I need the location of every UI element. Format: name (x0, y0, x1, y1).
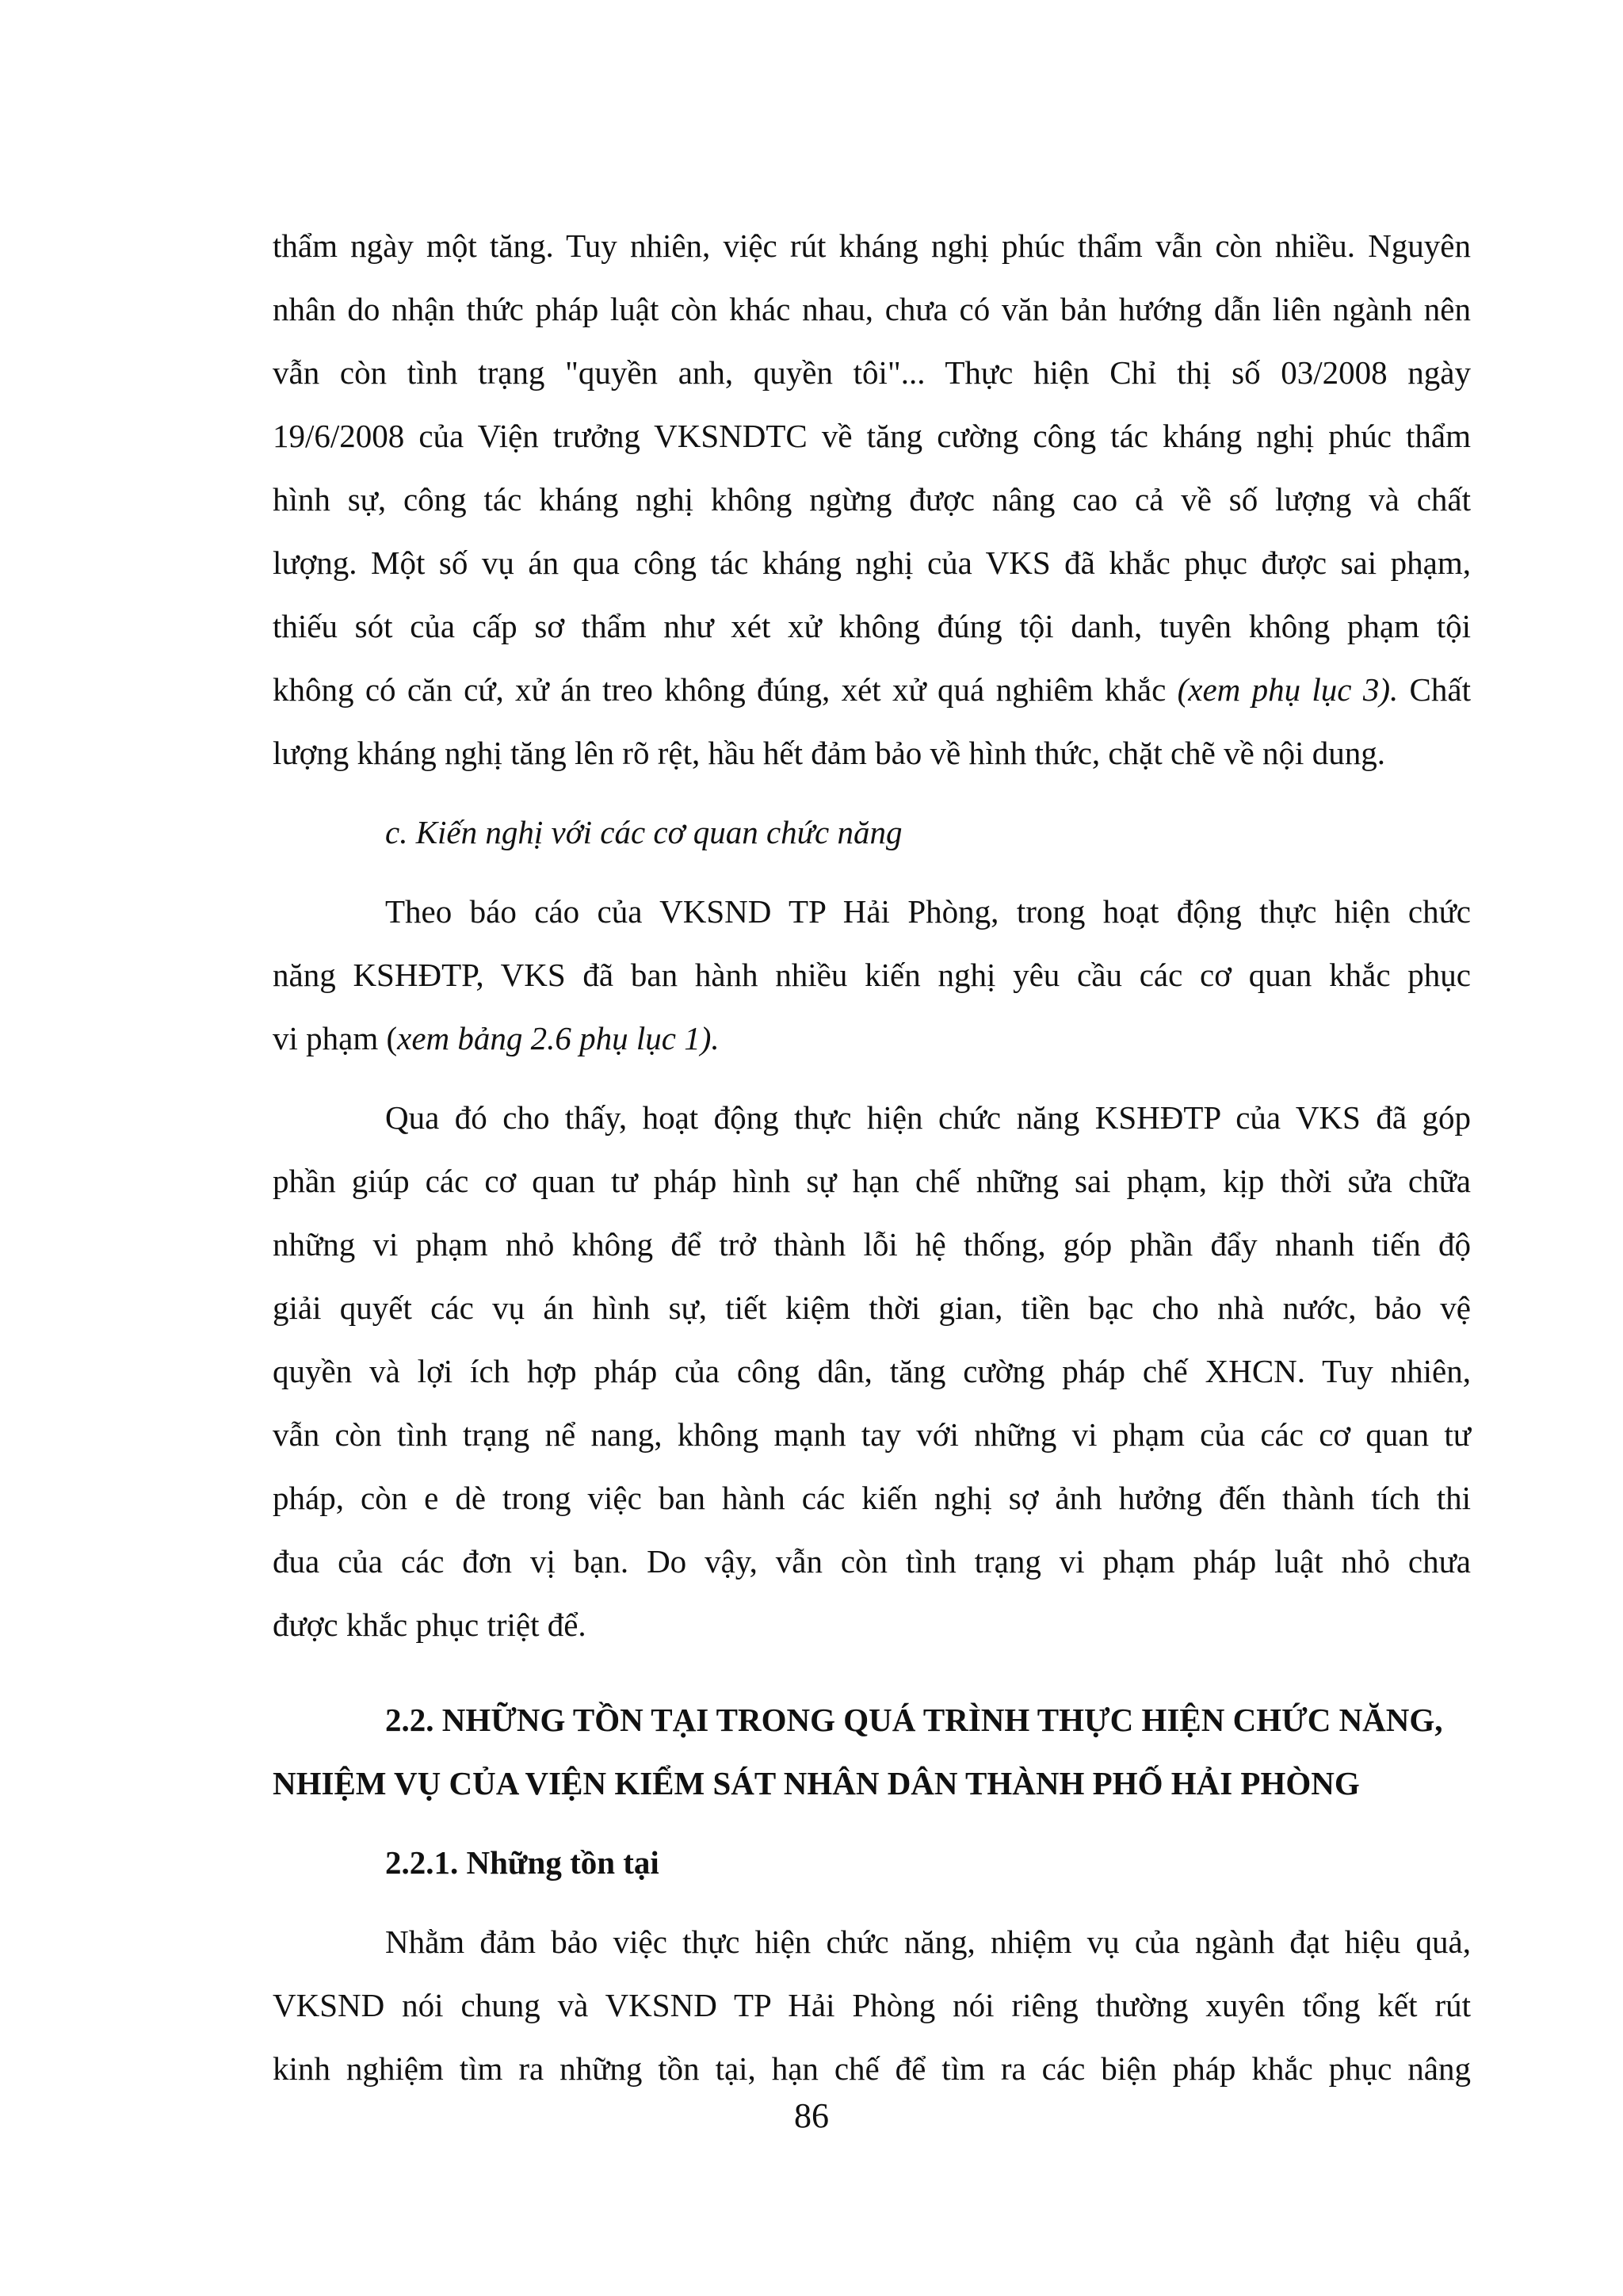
text-line: Theo báo cáo của VKSND TP Hải Phòng, trong hoạt động thực hiện chức (385, 893, 1471, 930)
paragraph-shortcomings (273, 1910, 1471, 2100)
text-segment: không có căn cứ, xử án treo không đúng, xét xử quá nghiêm khắc (273, 671, 1178, 708)
text-line: kinh nghiệm tìm ra những tồn tại, hạn chế để tìm ra các biện pháp khắc phục nâng (273, 2050, 1471, 2087)
text-line (273, 1007, 1471, 1070)
text-line: lượng kháng nghị tăng lên rõ rệt, hầu hết đảm bảo về hình thức, chặt chẽ về nội dung. (273, 735, 1385, 771)
page-content (273, 214, 1471, 2116)
appendix-reference: xem bảng 2.6 phụ lục 1). (397, 1020, 720, 1056)
section-heading-2-2-1: 2.2.1. Những tồn tại (385, 1844, 659, 1881)
text-line: quyền và lợi ích hợp pháp của công dân, tăng cường pháp chế XHCN. Tuy nhiên, (273, 1353, 1471, 1389)
text-line: phần giúp các cơ quan tư pháp hình sự hạn chế những sai phạm, kịp thời sửa chữa (273, 1163, 1471, 1199)
text-line: lượng. Một số vụ án qua công tác kháng nghị của VKS đã khắc phục được sai phạm, (273, 544, 1471, 581)
paragraph-conclusion (273, 1086, 1471, 1656)
page-number: 86 (794, 2096, 829, 2135)
text-segment: vi phạm ( (273, 1020, 398, 1056)
text-line: 19/6/2008 của Viện trưởng VKSNDTC về tăng cường công tác kháng nghị phúc thẩm (273, 418, 1471, 454)
text-line: giải quyết các vụ án hình sự, tiết kiệm thời gian, tiền bạc cho nhà nước, bảo vệ (273, 1289, 1471, 1326)
appendix-reference: (xem phụ lục 3). (1177, 671, 1399, 708)
paragraph-recommendations (273, 880, 1471, 1070)
text-line: năng KSHĐTP, VKS đã ban hành nhiều kiến nghị yêu cầu các cơ quan khắc phục (273, 957, 1471, 993)
text-line: những vi phạm nhỏ không để trở thành lỗi hệ thống, góp phần đẩy nhanh tiến độ (273, 1226, 1471, 1263)
text-line: vẫn còn tình trạng "quyền anh, quyền tôi"... Thực hiện Chỉ thị số 03/2008 ngày (273, 354, 1471, 391)
text-line: thẩm ngày một tăng. Tuy nhiên, việc rút kháng nghị phúc thẩm vẫn còn nhiều. Nguyên (273, 227, 1471, 264)
text-line: VKSND nói chung và VKSND TP Hải Phòng nói riêng thường xuyên tổng kết rút (273, 1987, 1471, 2023)
subheading-recommendations: c. Kiến nghị với các cơ quan chức năng (385, 814, 903, 850)
text-line: vẫn còn tình trạng nể nang, không mạnh tay với những vi phạm của các cơ quan tư (273, 1416, 1471, 1453)
text-line: đua của các đơn vị bạn. Do vậy, vẫn còn tình trạng vi phạm pháp luật nhỏ chưa (273, 1543, 1471, 1580)
section-heading-2-2 (273, 1688, 1471, 1815)
paragraph-appeal-review (273, 214, 1471, 785)
heading-line: 2.2. NHỮNG TỒN TẠI TRONG QUÁ TRÌNH THỰC HIỆN CHỨC NĂNG, (385, 1702, 1443, 1738)
text-segment: Chất (1398, 671, 1471, 708)
text-line (273, 658, 1471, 721)
text-line: nhân do nhận thức pháp luật còn khác nhau, chưa có văn bản hướng dẫn liên ngành nên (273, 291, 1471, 327)
heading-line: NHIỆM VỤ CỦA VIỆN KIỂM SÁT NHÂN DÂN THÀNH PHỐ HẢI PHÒNG (273, 1765, 1360, 1801)
text-line: Qua đó cho thấy, hoạt động thực hiện chức năng KSHĐTP của VKS đã góp (385, 1099, 1471, 1136)
text-line: Nhằm đảm bảo việc thực hiện chức năng, nhiệm vụ của ngành đạt hiệu quả, (385, 1924, 1471, 1960)
text-line: được khắc phục triệt để. (273, 1606, 586, 1643)
text-line: hình sự, công tác kháng nghị không ngừng được nâng cao cả về số lượng và chất (273, 481, 1471, 518)
text-line: pháp, còn e dè trong việc ban hành các kiến nghị sợ ảnh hưởng đến thành tích thi (273, 1480, 1471, 1516)
text-line: thiếu sót của cấp sơ thẩm như xét xử không đúng tội danh, tuyên không phạm tội (273, 608, 1471, 644)
